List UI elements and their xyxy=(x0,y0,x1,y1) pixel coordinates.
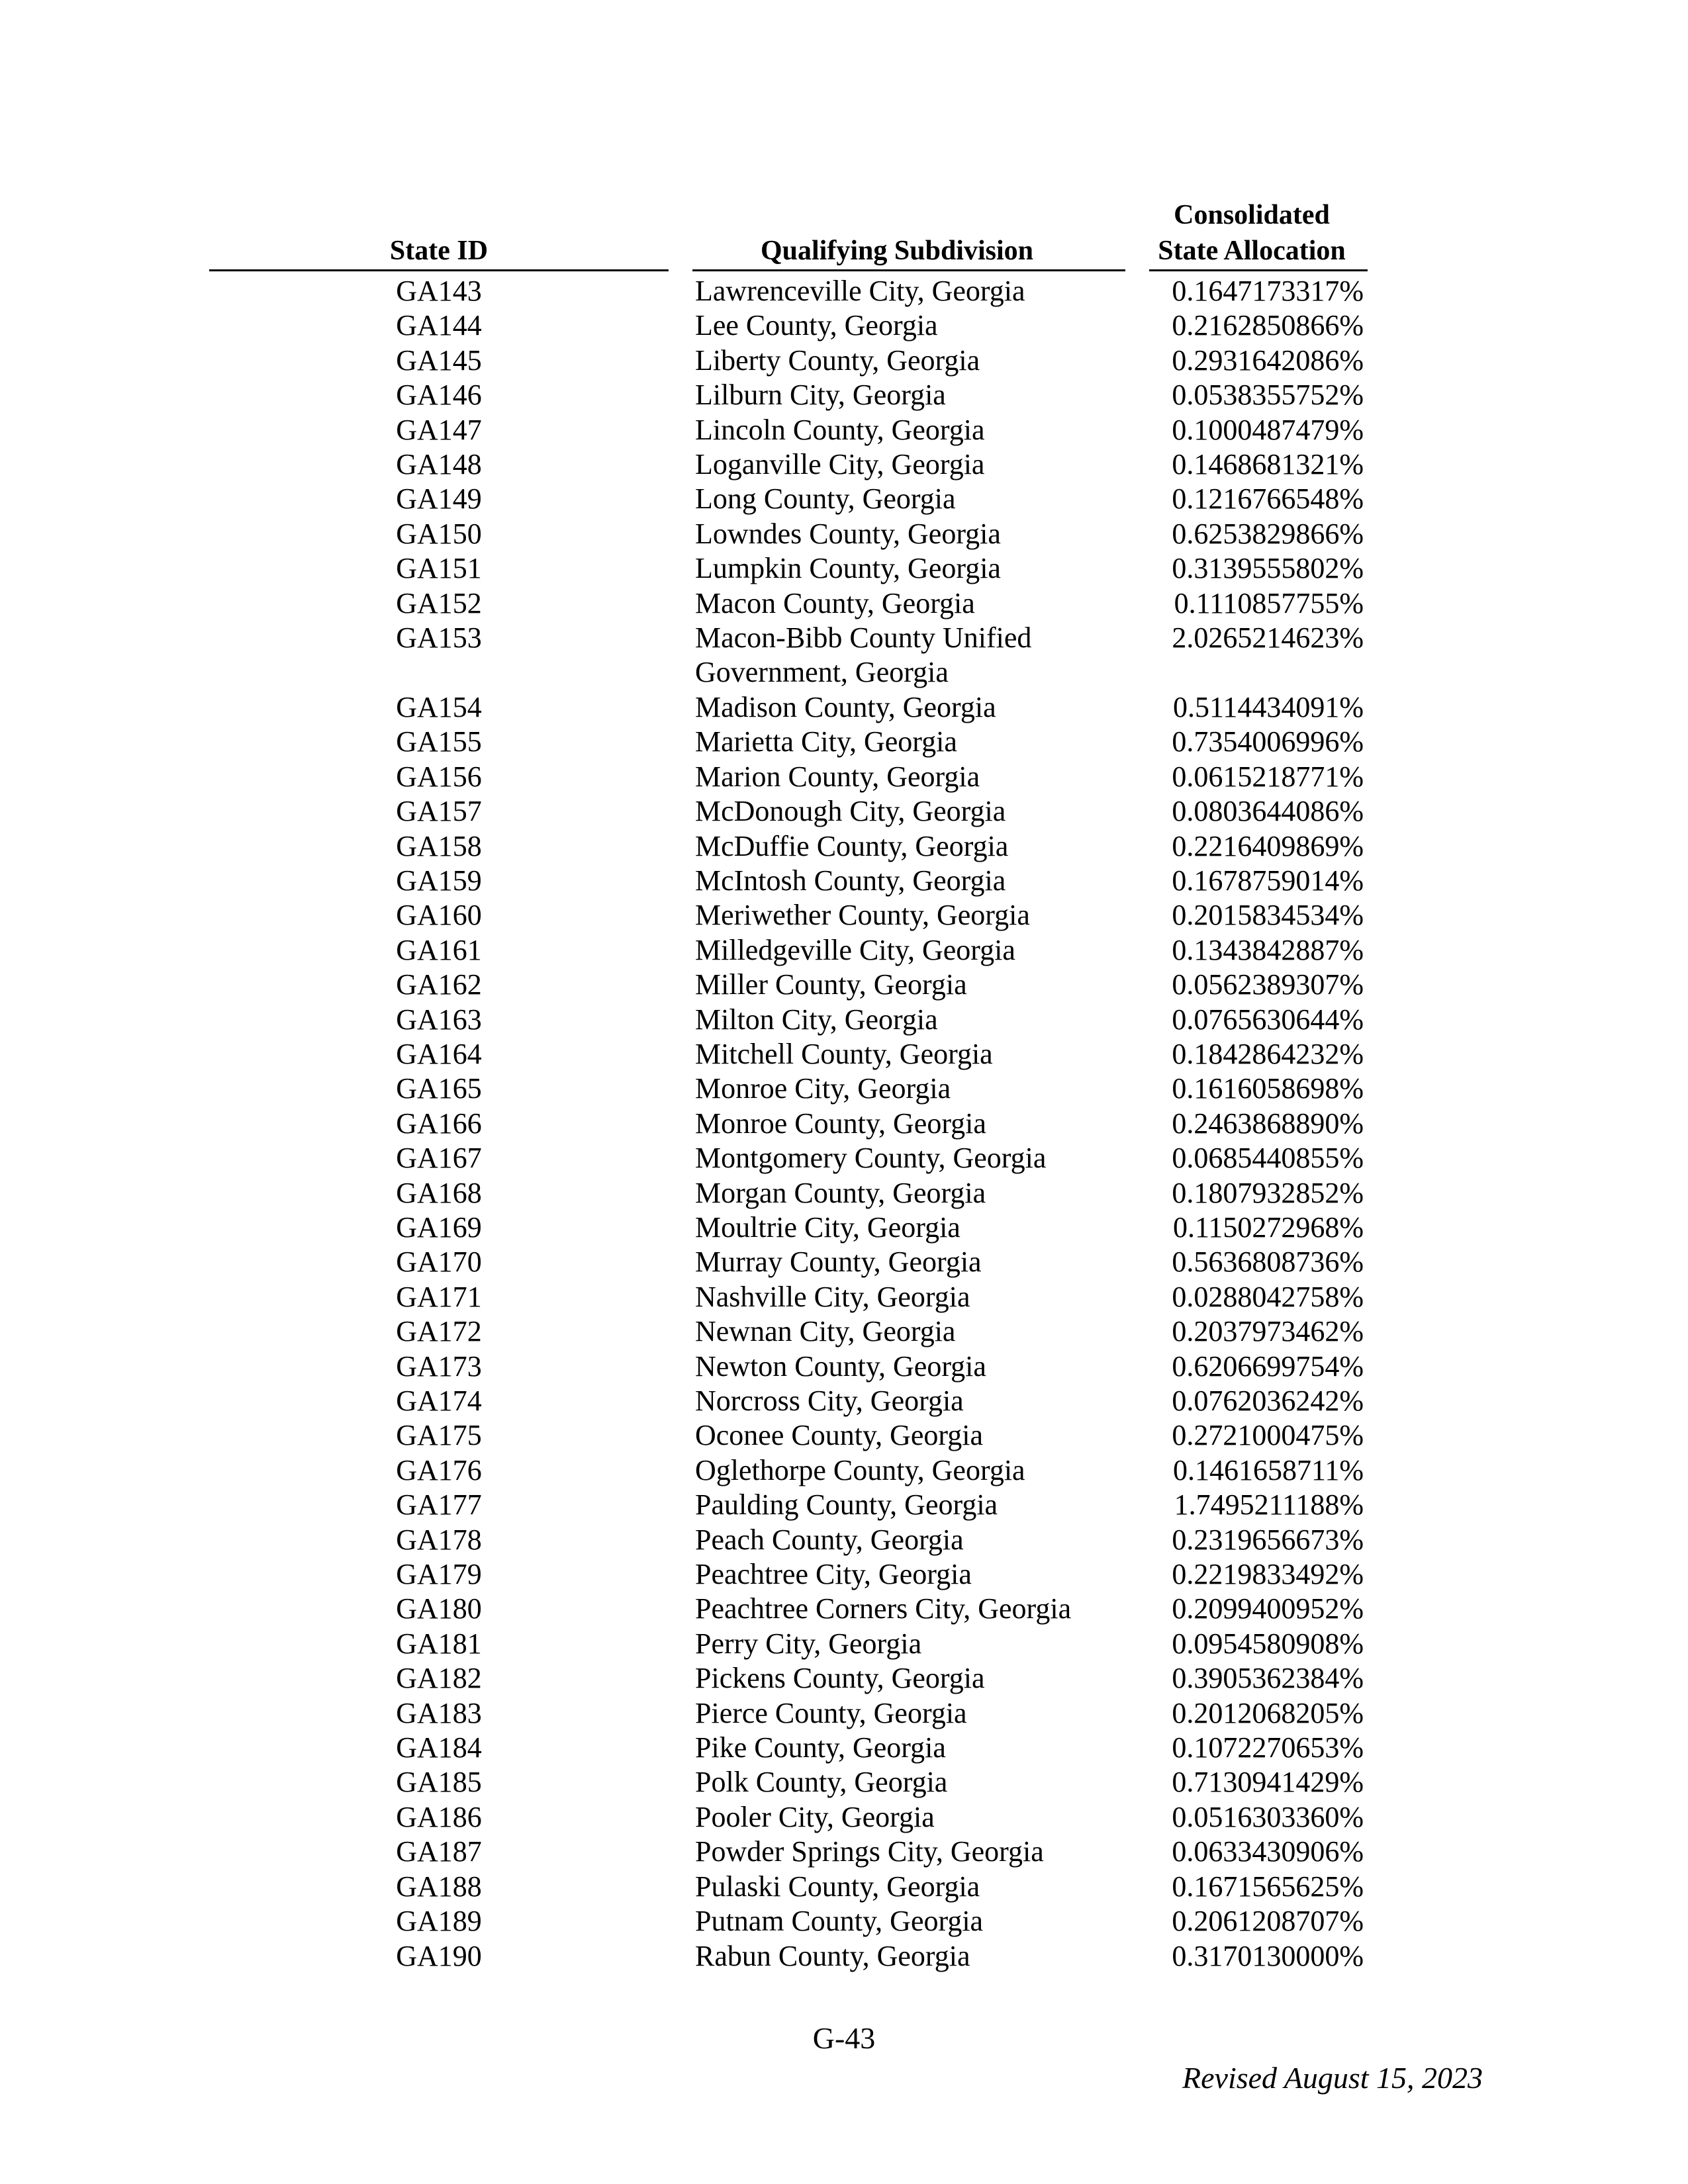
subdivision-line: Peachtree City, Georgia xyxy=(695,1558,972,1591)
allocation-cell: 0.5636808736% xyxy=(1172,1246,1364,1279)
header-allocation-line-1: Consolidated xyxy=(1174,200,1330,230)
subdivision-line: Marion County, Georgia xyxy=(695,760,980,793)
subdivision-line: Peachtree Corners City, Georgia xyxy=(695,1592,1072,1625)
allocation-cell: 0.6206699754% xyxy=(1172,1349,1364,1383)
subdivision-cell xyxy=(695,1731,1119,1765)
subdivision-line: Loganville City, Georgia xyxy=(695,448,985,481)
subdivision-cell xyxy=(695,898,1119,933)
table-row xyxy=(0,1627,1688,1661)
subdivision-line: Milledgeville City, Georgia xyxy=(695,933,1015,966)
subdivision-cell xyxy=(695,1939,1119,1974)
table-row xyxy=(0,1280,1688,1314)
subdivision-cell xyxy=(695,621,1119,690)
allocation-cell: 0.1616058698% xyxy=(1172,1072,1364,1105)
state-id-cell: GA170 xyxy=(396,1246,482,1279)
state-id-cell: GA175 xyxy=(396,1419,482,1452)
page-number: G-43 xyxy=(812,2021,876,2055)
allocation-cell: 0.2463868890% xyxy=(1172,1107,1364,1140)
allocation-cell: 0.0954580908% xyxy=(1172,1627,1364,1660)
state-id-cell: GA145 xyxy=(396,343,482,377)
table-row xyxy=(0,1418,1688,1453)
table-row xyxy=(0,1731,1688,1765)
subdivision-line: Perry City, Georgia xyxy=(695,1627,922,1660)
subdivision-line: Lincoln County, Georgia xyxy=(695,413,985,446)
allocation-cell: 0.1072270653% xyxy=(1172,1731,1364,1764)
state-id-cell: GA143 xyxy=(396,275,482,307)
subdivision-cell xyxy=(695,1523,1119,1557)
table-row xyxy=(0,760,1688,794)
allocation-cell: 0.2099400952% xyxy=(1172,1592,1364,1625)
state-id-cell: GA147 xyxy=(396,413,482,446)
subdivision-cell xyxy=(695,1870,1119,1904)
table-row xyxy=(0,829,1688,864)
subdivision-line: Lowndes County, Georgia xyxy=(695,517,1001,550)
subdivision-cell xyxy=(695,829,1119,864)
subdivision-line: Macon County, Georgia xyxy=(695,586,975,619)
subdivision-line: Pickens County, Georgia xyxy=(695,1662,985,1695)
subdivision-cell xyxy=(695,378,1119,412)
subdivision-cell xyxy=(695,1418,1119,1453)
table-row xyxy=(0,794,1688,829)
subdivision-cell xyxy=(695,968,1119,1002)
header-allocation-line-2: State Allocation xyxy=(1158,236,1346,266)
subdivision-cell xyxy=(695,1037,1119,1071)
allocation-cell: 0.2216409869% xyxy=(1172,829,1364,862)
table-row xyxy=(0,413,1688,447)
allocation-cell: 0.1343842887% xyxy=(1172,933,1364,966)
table-row xyxy=(0,1523,1688,1557)
state-id-cell: GA161 xyxy=(396,933,482,966)
allocation-cell: 2.0265214623% xyxy=(1172,621,1364,655)
table-row xyxy=(0,1592,1688,1626)
state-id-cell: GA182 xyxy=(396,1662,482,1695)
table-row xyxy=(0,1384,1688,1418)
state-id-cell: GA172 xyxy=(396,1315,482,1348)
allocation-cell: 0.0633430906% xyxy=(1172,1835,1364,1868)
state-id-cell: GA155 xyxy=(396,725,482,758)
subdivision-line: Norcross City, Georgia xyxy=(695,1385,964,1417)
table-row xyxy=(0,1107,1688,1141)
table-row xyxy=(0,308,1688,343)
allocation-cell: 0.7354006996% xyxy=(1172,725,1364,758)
subdivision-line: Monroe County, Georgia xyxy=(695,1107,986,1140)
allocation-cell: 0.3139555802% xyxy=(1172,552,1364,585)
table-row xyxy=(0,586,1688,621)
table-row xyxy=(0,378,1688,412)
subdivision-cell xyxy=(695,1904,1119,1938)
state-id-cell: GA163 xyxy=(396,1003,482,1036)
subdivision-line: Marietta City, Georgia xyxy=(695,725,957,758)
subdivision-cell xyxy=(695,1453,1119,1488)
subdivision-cell xyxy=(695,725,1119,759)
subdivision-cell xyxy=(695,1349,1119,1384)
state-id-cell: GA177 xyxy=(396,1488,482,1522)
state-id-cell: GA178 xyxy=(396,1523,482,1556)
subdivision-cell xyxy=(695,447,1119,482)
table-row xyxy=(0,1904,1688,1938)
allocation-cell: 0.0615218771% xyxy=(1172,760,1364,793)
subdivision-line: Montgomery County, Georgia xyxy=(695,1142,1047,1175)
table-row xyxy=(0,1765,1688,1799)
subdivision-cell xyxy=(695,1003,1119,1037)
subdivision-line: Morgan County, Georgia xyxy=(695,1176,986,1209)
subdivision-cell xyxy=(695,1800,1119,1835)
subdivision-cell xyxy=(695,517,1119,551)
subdivision-line: McDuffie County, Georgia xyxy=(695,829,1009,862)
subdivision-cell xyxy=(695,1557,1119,1592)
subdivision-cell xyxy=(695,1592,1119,1626)
allocation-cell: 0.1842864232% xyxy=(1172,1037,1364,1070)
allocation-cell: 0.1647173317% xyxy=(1172,275,1364,307)
header-state-id: State ID xyxy=(389,236,489,266)
allocation-cell: 0.0562389307% xyxy=(1172,968,1364,1001)
subdivision-line: Lilburn City, Georgia xyxy=(695,379,946,412)
revision-date: Revised August 15, 2023 xyxy=(1182,2061,1483,2095)
subdivision-cell xyxy=(695,1314,1119,1349)
state-id-cell: GA167 xyxy=(396,1142,482,1175)
table-row xyxy=(0,517,1688,551)
allocation-cell: 0.1671565625% xyxy=(1172,1870,1364,1903)
subdivision-line: Meriwether County, Georgia xyxy=(695,899,1030,932)
subdivision-line: Putnam County, Georgia xyxy=(695,1905,984,1938)
subdivision-line: McDonough City, Georgia xyxy=(695,795,1006,828)
subdivision-cell xyxy=(695,482,1119,516)
subdivision-cell xyxy=(695,794,1119,829)
subdivision-line: Oconee County, Georgia xyxy=(695,1419,983,1452)
allocation-cell: 0.2721000475% xyxy=(1172,1419,1364,1452)
state-id-cell: GA186 xyxy=(396,1800,482,1833)
allocation-cell: 1.7495211188% xyxy=(1174,1488,1364,1522)
subdivision-line: Mitchell County, Georgia xyxy=(695,1037,993,1070)
allocation-cell: 0.2015834534% xyxy=(1172,899,1364,932)
table-row xyxy=(0,898,1688,933)
allocation-cell: 0.0765630644% xyxy=(1172,1003,1364,1036)
state-id-cell: GA168 xyxy=(396,1176,482,1209)
state-id-cell: GA171 xyxy=(396,1280,482,1313)
table-row xyxy=(0,1696,1688,1731)
table-row xyxy=(0,968,1688,1002)
subdivision-cell xyxy=(695,1210,1119,1245)
subdivision-line: Murray County, Georgia xyxy=(695,1246,982,1279)
subdivision-cell xyxy=(695,274,1119,308)
state-id-cell: GA174 xyxy=(396,1385,482,1417)
table-row xyxy=(0,1661,1688,1696)
header-rule-allocation xyxy=(1149,269,1368,271)
subdivision-line: Pike County, Georgia xyxy=(695,1731,946,1764)
subdivision-line: Macon-Bibb County Unified xyxy=(695,621,1032,655)
table-row xyxy=(0,1071,1688,1106)
subdivision-line: Pooler City, Georgia xyxy=(695,1800,935,1833)
table-row xyxy=(0,1003,1688,1037)
subdivision-cell xyxy=(695,1696,1119,1731)
allocation-cell: 0.2061208707% xyxy=(1172,1905,1364,1938)
state-id-cell: GA160 xyxy=(396,899,482,932)
table-row xyxy=(0,1939,1688,1974)
subdivision-cell xyxy=(695,760,1119,794)
header-rule-subdivision xyxy=(692,269,1125,271)
state-id-cell: GA144 xyxy=(396,309,482,342)
state-id-cell: GA157 xyxy=(396,795,482,828)
state-id-cell: GA173 xyxy=(396,1349,482,1383)
subdivision-line: Pierce County, Georgia xyxy=(695,1696,967,1729)
allocation-cell: 0.0288042758% xyxy=(1172,1280,1364,1313)
allocation-cell: 0.6253829866% xyxy=(1172,517,1364,550)
subdivision-cell xyxy=(695,690,1119,725)
state-id-cell: GA180 xyxy=(396,1592,482,1625)
subdivision-cell xyxy=(695,1835,1119,1869)
state-id-cell: GA176 xyxy=(396,1453,482,1486)
table-row xyxy=(0,447,1688,482)
state-id-cell: GA179 xyxy=(396,1558,482,1591)
subdivision-cell xyxy=(695,1245,1119,1279)
subdivision-cell xyxy=(695,586,1119,621)
table-row xyxy=(0,690,1688,725)
header-qualifying-subdivision: Qualifying Subdivision xyxy=(760,236,1034,266)
allocation-cell: 0.1468681321% xyxy=(1172,448,1364,481)
subdivision-cell xyxy=(695,1071,1119,1106)
subdivision-cell xyxy=(695,413,1119,447)
subdivision-cell xyxy=(695,1661,1119,1696)
subdivision-cell xyxy=(695,1280,1119,1314)
subdivision-line: Pulaski County, Georgia xyxy=(695,1870,980,1903)
state-id-cell: GA149 xyxy=(396,482,482,516)
state-id-cell: GA162 xyxy=(396,968,482,1001)
subdivision-line: Lawrenceville City, Georgia xyxy=(695,275,1025,307)
allocation-cell: 0.2219833492% xyxy=(1172,1558,1364,1591)
state-id-cell: GA165 xyxy=(396,1072,482,1105)
state-id-cell: GA150 xyxy=(396,517,482,550)
subdivision-cell xyxy=(695,343,1119,378)
allocation-cell: 0.3170130000% xyxy=(1172,1939,1364,1972)
state-id-cell: GA153 xyxy=(396,621,482,655)
state-id-cell: GA185 xyxy=(396,1766,482,1799)
state-id-cell: GA148 xyxy=(396,448,482,481)
table-row xyxy=(0,1870,1688,1904)
subdivision-cell xyxy=(695,1141,1119,1175)
allocation-cell: 0.0762036242% xyxy=(1172,1385,1364,1417)
subdivision-cell xyxy=(695,1627,1119,1661)
subdivision-cell xyxy=(695,1176,1119,1210)
table-row xyxy=(0,1453,1688,1488)
table-row xyxy=(0,1835,1688,1869)
state-id-cell: GA188 xyxy=(396,1870,482,1903)
subdivision-cell xyxy=(695,551,1119,586)
subdivision-cell xyxy=(695,1488,1119,1522)
state-id-cell: GA181 xyxy=(396,1627,482,1660)
subdivision-line: Milton City, Georgia xyxy=(695,1003,938,1036)
allocation-cell: 0.1110857755% xyxy=(1174,586,1364,619)
table-row xyxy=(0,274,1688,308)
subdivision-cell xyxy=(695,1765,1119,1799)
allocation-cell: 0.0516303360% xyxy=(1172,1800,1364,1833)
subdivision-line: McIntosh County, Georgia xyxy=(695,864,1006,897)
state-id-cell: GA151 xyxy=(396,552,482,585)
subdivision-line: Oglethorpe County, Georgia xyxy=(695,1453,1025,1486)
allocation-cell: 0.2319656673% xyxy=(1172,1523,1364,1556)
subdivision-line: Peach County, Georgia xyxy=(695,1523,964,1556)
subdivision-line: Government, Georgia xyxy=(695,656,949,689)
state-id-cell: GA189 xyxy=(396,1905,482,1938)
state-id-cell: GA190 xyxy=(396,1939,482,1972)
table-row xyxy=(0,1557,1688,1592)
allocation-cell: 0.1807932852% xyxy=(1172,1176,1364,1209)
table-row xyxy=(0,933,1688,968)
subdivision-line: Liberty County, Georgia xyxy=(695,343,980,377)
state-id-cell: GA158 xyxy=(396,829,482,862)
allocation-cell: 0.2012068205% xyxy=(1172,1696,1364,1729)
allocation-cell: 0.1000487479% xyxy=(1172,413,1364,446)
table-row xyxy=(0,551,1688,586)
table-body xyxy=(0,274,1688,1974)
subdivision-cell xyxy=(695,308,1119,343)
subdivision-cell xyxy=(695,1107,1119,1141)
subdivision-line: Lumpkin County, Georgia xyxy=(695,552,1001,585)
subdivision-line: Madison County, Georgia xyxy=(695,690,996,723)
state-id-cell: GA184 xyxy=(396,1731,482,1764)
allocation-cell: 0.0685440855% xyxy=(1172,1142,1364,1175)
allocation-cell: 0.2931642086% xyxy=(1172,343,1364,377)
subdivision-line: Long County, Georgia xyxy=(695,482,956,516)
state-id-cell: GA146 xyxy=(396,379,482,412)
state-id-cell: GA152 xyxy=(396,586,482,619)
subdivision-line: Powder Springs City, Georgia xyxy=(695,1835,1044,1868)
allocation-cell: 0.2162850866% xyxy=(1172,309,1364,342)
allocation-cell: 0.1150272968% xyxy=(1172,1210,1364,1244)
allocation-cell: 0.2037973462% xyxy=(1172,1315,1364,1348)
table-row xyxy=(0,482,1688,516)
state-id-cell: GA159 xyxy=(396,864,482,897)
subdivision-cell xyxy=(695,1384,1119,1418)
state-id-cell: GA164 xyxy=(396,1037,482,1070)
allocation-cell: 0.1678759014% xyxy=(1172,864,1364,897)
header-rule-state-id xyxy=(209,269,669,271)
allocation-cell: 0.7130941429% xyxy=(1172,1766,1364,1799)
table-row xyxy=(0,864,1688,898)
subdivision-line: Rabun County, Georgia xyxy=(695,1939,970,1972)
table-row xyxy=(0,1245,1688,1279)
allocation-cell: 0.0538355752% xyxy=(1172,379,1364,412)
allocation-cell: 0.1216766548% xyxy=(1172,482,1364,516)
allocation-cell: 0.5114434091% xyxy=(1172,690,1364,723)
subdivision-line: Newnan City, Georgia xyxy=(695,1315,956,1348)
subdivision-line: Lee County, Georgia xyxy=(695,309,938,342)
table-row xyxy=(0,1488,1688,1522)
allocation-cell: 0.3905362384% xyxy=(1172,1662,1364,1695)
subdivision-line: Polk County, Georgia xyxy=(695,1766,948,1799)
allocation-cell: 0.0803644086% xyxy=(1172,795,1364,828)
subdivision-line: Moultrie City, Georgia xyxy=(695,1210,961,1244)
state-id-cell: GA154 xyxy=(396,690,482,723)
state-id-cell: GA166 xyxy=(396,1107,482,1140)
table-row xyxy=(0,725,1688,759)
table-row xyxy=(0,1349,1688,1384)
allocation-cell: 0.1461658711% xyxy=(1172,1453,1364,1486)
subdivision-line: Nashville City, Georgia xyxy=(695,1280,970,1313)
table-row xyxy=(0,1314,1688,1349)
subdivision-line: Newton County, Georgia xyxy=(695,1349,986,1383)
subdivision-line: Monroe City, Georgia xyxy=(695,1072,951,1105)
table-row xyxy=(0,1210,1688,1245)
header-consolidated-state-allocation xyxy=(1125,197,1378,269)
state-id-cell: GA183 xyxy=(396,1696,482,1729)
table-row xyxy=(0,1800,1688,1835)
table-row xyxy=(0,1176,1688,1210)
state-id-cell: GA156 xyxy=(396,760,482,793)
table-row xyxy=(0,1037,1688,1071)
state-id-cell: GA169 xyxy=(396,1210,482,1244)
table-row xyxy=(0,1141,1688,1175)
subdivision-line: Miller County, Georgia xyxy=(695,968,967,1001)
table-row xyxy=(0,343,1688,378)
subdivision-cell xyxy=(695,933,1119,968)
subdivision-line: Paulding County, Georgia xyxy=(695,1488,998,1522)
subdivision-cell xyxy=(695,864,1119,898)
state-id-cell: GA187 xyxy=(396,1835,482,1868)
table-row xyxy=(0,621,1688,690)
